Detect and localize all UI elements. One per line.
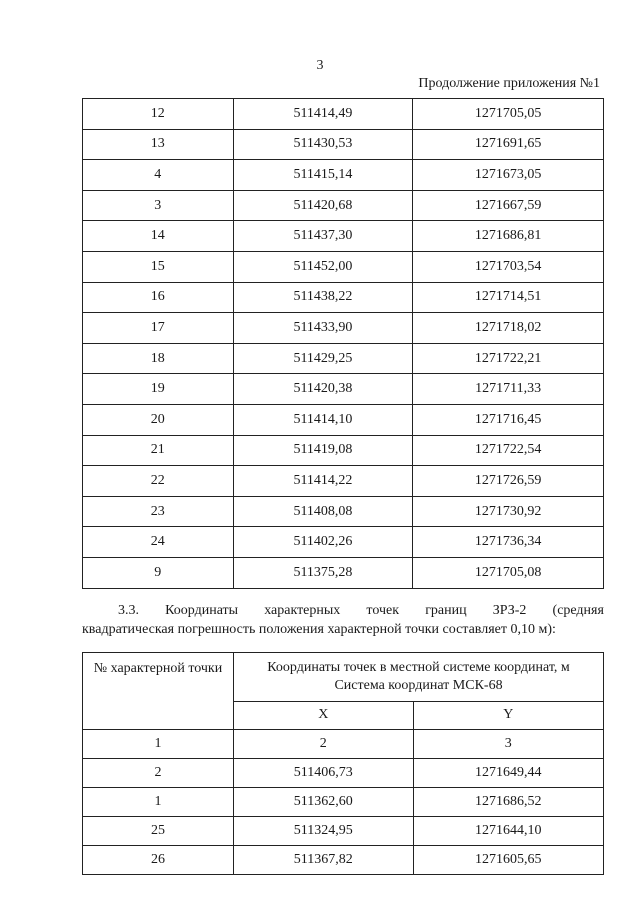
x-coordinate-cell: 511414,49 [233, 99, 413, 130]
y-coordinate-cell: 1271703,54 [413, 251, 604, 282]
x-coordinate-cell: 511406,73 [234, 759, 413, 788]
table-row [83, 817, 604, 846]
paragraph-word: границ [425, 603, 467, 618]
paragraph-word: Координаты [165, 603, 239, 618]
table-row [83, 129, 604, 160]
point-number-cell: 9 [83, 557, 234, 588]
point-number-cell: 25 [83, 817, 234, 846]
zrz2-coordinates-table [82, 652, 604, 875]
x-coordinate-cell: 2 [234, 730, 413, 759]
point-number-cell: 19 [83, 374, 234, 405]
x-coordinate-cell: 511430,53 [233, 129, 413, 160]
y-coordinate-cell: 1271673,05 [413, 160, 604, 191]
x-coordinate-cell: 511429,25 [233, 343, 413, 374]
y-coordinate-cell: 1271667,59 [413, 190, 604, 221]
x-coordinate-cell: 511433,90 [233, 313, 413, 344]
header-coordinates-line-2: Система координат МСК-68 [334, 677, 503, 693]
point-number-cell: 1 [83, 730, 234, 759]
y-coordinate-cell: 1271730,92 [413, 496, 604, 527]
table-row [83, 251, 604, 282]
x-coordinate-cell: 511437,30 [233, 221, 413, 252]
table-row [83, 846, 604, 875]
table-row [83, 160, 604, 191]
paragraph-line-2: квадратическая погрешность положения характерной точки составляет 0,10 м): [82, 622, 556, 637]
y-coordinate-cell: 1271714,51 [413, 282, 604, 313]
paragraph-line-1 [82, 601, 604, 620]
x-coordinate-cell: 511438,22 [233, 282, 413, 313]
paragraph-word: 3.3. [118, 603, 139, 618]
point-number-cell: 24 [83, 527, 234, 558]
point-number-cell: 22 [83, 466, 234, 497]
y-coordinate-cell: 1271686,52 [413, 788, 603, 817]
point-number-cell: 13 [83, 129, 234, 160]
table-row [83, 435, 604, 466]
x-coordinate-cell: 511375,28 [233, 557, 413, 588]
point-number-cell: 12 [83, 99, 234, 130]
x-coordinate-cell: 511408,08 [233, 496, 413, 527]
table-row [83, 190, 604, 221]
table-row [83, 282, 604, 313]
table-row [83, 343, 604, 374]
x-coordinate-cell: 511367,82 [234, 846, 413, 875]
paragraph-word: характерных [264, 603, 341, 618]
point-number-cell: 21 [83, 435, 234, 466]
point-number-cell: 18 [83, 343, 234, 374]
x-coordinate-cell: 511414,22 [233, 466, 413, 497]
point-number-cell: 20 [83, 404, 234, 435]
y-coordinate-cell: 1271726,59 [413, 466, 604, 497]
x-coordinate-cell: 511420,38 [233, 374, 413, 405]
paragraph-word: (средняя [552, 603, 604, 618]
point-number-cell: 2 [83, 759, 234, 788]
table-row [83, 557, 604, 588]
appendix-note: Продолжение приложения №1 [418, 76, 600, 91]
x-coordinate-cell: 511402,26 [233, 527, 413, 558]
column-index-row [83, 730, 604, 759]
page-number: 3 [316, 58, 324, 73]
table-row [83, 527, 604, 558]
x-coordinate-cell: 511362,60 [234, 788, 413, 817]
table-row [83, 313, 604, 344]
point-number-cell: 16 [83, 282, 234, 313]
table-row [83, 404, 604, 435]
point-number-cell: 4 [83, 160, 234, 191]
y-coordinate-cell: 1271736,34 [413, 527, 604, 558]
section-paragraph [82, 601, 604, 639]
table-row [83, 466, 604, 497]
point-number-cell: 26 [83, 846, 234, 875]
x-coordinate-cell: 511420,68 [233, 190, 413, 221]
table-row [83, 788, 604, 817]
table-header-row [83, 653, 604, 702]
header-x: X [234, 701, 413, 729]
point-number-cell: 15 [83, 251, 234, 282]
y-coordinate-cell: 3 [413, 730, 603, 759]
y-coordinate-cell: 1271686,81 [413, 221, 604, 252]
table-row [83, 759, 604, 788]
table-row [83, 496, 604, 527]
y-coordinate-cell: 1271711,33 [413, 374, 604, 405]
header-point-number: № характерной точки [83, 653, 234, 730]
coordinates-table-continued [82, 98, 604, 589]
y-coordinate-cell: 1271644,10 [413, 817, 603, 846]
table-row [83, 221, 604, 252]
table-row [83, 99, 604, 130]
table-row [83, 374, 604, 405]
x-coordinate-cell: 511415,14 [233, 160, 413, 191]
y-coordinate-cell: 1271716,45 [413, 404, 604, 435]
header-y: Y [413, 701, 603, 729]
y-coordinate-cell: 1271705,05 [413, 99, 604, 130]
y-coordinate-cell: 1271649,44 [413, 759, 603, 788]
header-coordinates [234, 653, 604, 702]
point-number-cell: 1 [83, 788, 234, 817]
y-coordinate-cell: 1271605,65 [413, 846, 603, 875]
x-coordinate-cell: 511452,00 [233, 251, 413, 282]
header-coordinates-line-1: Координаты точек в местной системе координат, м [267, 659, 570, 675]
y-coordinate-cell: 1271691,65 [413, 129, 604, 160]
y-coordinate-cell: 1271705,08 [413, 557, 604, 588]
paragraph-word: ЗРЗ-2 [492, 603, 527, 618]
paragraph-word: точек [366, 603, 400, 618]
y-coordinate-cell: 1271722,54 [413, 435, 604, 466]
point-number-cell: 17 [83, 313, 234, 344]
y-coordinate-cell: 1271718,02 [413, 313, 604, 344]
point-number-cell: 14 [83, 221, 234, 252]
x-coordinate-cell: 511414,10 [233, 404, 413, 435]
point-number-cell: 23 [83, 496, 234, 527]
x-coordinate-cell: 511419,08 [233, 435, 413, 466]
y-coordinate-cell: 1271722,21 [413, 343, 604, 374]
x-coordinate-cell: 511324,95 [234, 817, 413, 846]
point-number-cell: 3 [83, 190, 234, 221]
